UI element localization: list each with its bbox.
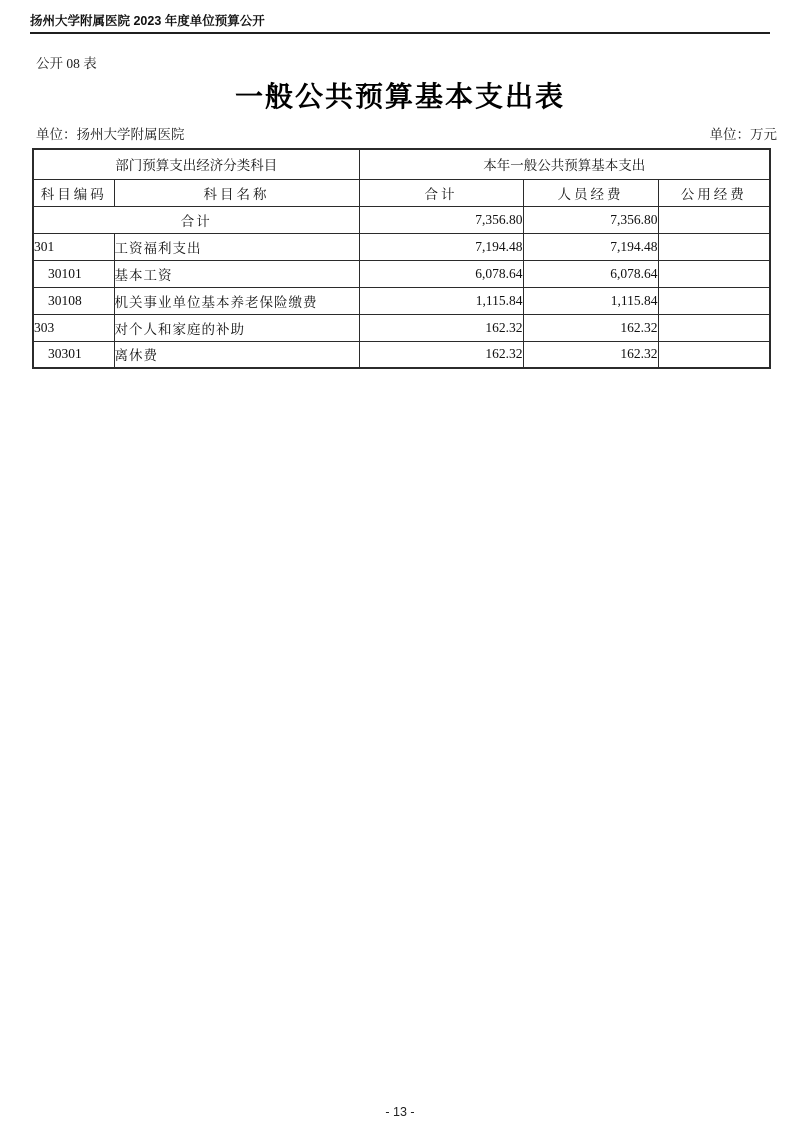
group-header-basic-expenditure: 本年一般公共预算基本支出 [359, 149, 770, 179]
row-total-value: 6,078.64 [359, 260, 523, 287]
row-code: 303 [33, 314, 114, 341]
group-header-classification: 部门预算支出经济分类科目 [33, 149, 359, 179]
table-group-header-row [33, 149, 770, 179]
row-personnel-value: 6,078.64 [523, 260, 658, 287]
row-personnel-value: 162.32 [523, 341, 658, 368]
row-personnel-value: 7,356.80 [523, 206, 658, 233]
row-total-value: 7,194.48 [359, 233, 523, 260]
row-name: 离休费 [114, 341, 359, 368]
row-total-value: 162.32 [359, 314, 523, 341]
row-public-value [658, 341, 770, 368]
row-code: 301 [33, 233, 114, 260]
row-code: 30101 [33, 260, 114, 287]
row-personnel-value: 7,194.48 [523, 233, 658, 260]
column-header-subject-name: 科目名称 [114, 179, 359, 206]
document-header-title: 扬州大学附属医院 2023 年度单位预算公开 [30, 14, 265, 28]
table-row-grand-total [33, 206, 770, 233]
header-divider [30, 32, 770, 34]
column-header-subject-code: 科目编码 [33, 179, 114, 206]
row-code: 30301 [33, 341, 114, 368]
row-name: 机关事业单位基本养老保险缴费 [114, 287, 359, 314]
table-row [33, 260, 770, 287]
row-total-value: 1,115.84 [359, 287, 523, 314]
row-name: 对个人和家庭的补助 [114, 314, 359, 341]
unit-name-label: 单位：扬州大学附属医院 [36, 127, 185, 142]
row-name: 基本工资 [114, 260, 359, 287]
column-header-personnel-funds: 人员经费 [523, 179, 658, 206]
form-number-label: 公开 08 表 [36, 56, 97, 71]
unit-row [36, 126, 777, 143]
row-total-value: 162.32 [359, 341, 523, 368]
row-public-value [658, 233, 770, 260]
row-personnel-value: 162.32 [523, 314, 658, 341]
table-row [33, 314, 770, 341]
row-name: 工资福利支出 [114, 233, 359, 260]
table-column-header-row [33, 179, 770, 206]
page-number: - 13 - [385, 1105, 415, 1119]
table-row [33, 287, 770, 314]
row-public-value [658, 314, 770, 341]
row-public-value [658, 260, 770, 287]
row-code: 30108 [33, 287, 114, 314]
row-public-value [658, 287, 770, 314]
row-total-value: 7,356.80 [359, 206, 523, 233]
row-name: 合计 [33, 206, 359, 233]
row-personnel-value: 1,115.84 [523, 287, 658, 314]
table-row [33, 341, 770, 368]
document-header [0, 14, 800, 34]
budget-table [32, 148, 771, 369]
unit-currency-label: 单位：万元 [709, 127, 777, 142]
column-header-total: 合计 [359, 179, 523, 206]
document-page [0, 14, 800, 1119]
row-public-value [658, 206, 770, 233]
page-title: 一般公共预算基本支出表 [234, 82, 565, 113]
table-row [33, 233, 770, 260]
column-header-public-funds: 公用经费 [658, 179, 770, 206]
